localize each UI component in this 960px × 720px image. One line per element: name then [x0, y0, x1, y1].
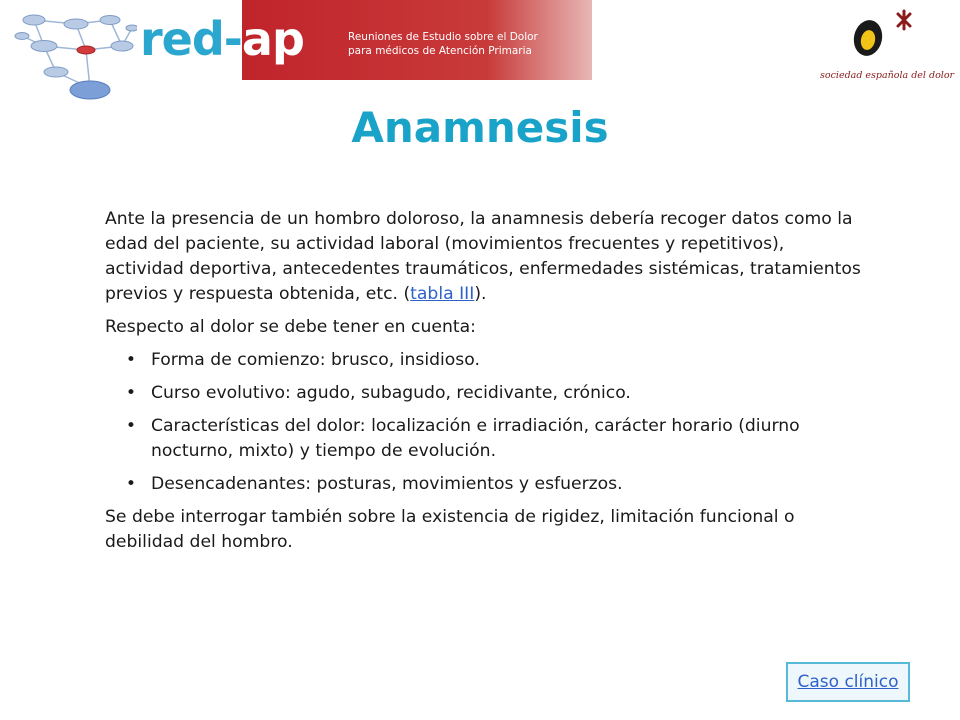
list-item — [105, 472, 865, 497]
paragraph-history — [105, 207, 865, 307]
brand-suffix: ap — [241, 12, 304, 66]
brand-prefix: red- — [140, 12, 242, 66]
header-banner — [0, 0, 960, 88]
brand-wordmark — [140, 14, 304, 64]
list-item — [105, 381, 865, 406]
paragraph-rigidity: Se debe interrogar también sobre la existencia de rigidez, limitación funcional o debilidad del hombro. — [105, 507, 795, 552]
list-item — [105, 414, 865, 464]
brand-subtitle-line1: Reuniones de Estudio sobre el Dolor — [348, 31, 538, 43]
list-item-text: Curso evolutivo: agudo, subagudo, recidivante, crónico. — [151, 383, 631, 403]
network-logo-icon — [14, 6, 138, 106]
clinical-case-button-label[interactable]: Caso clínico — [797, 672, 899, 692]
clinical-case-button[interactable] — [786, 662, 910, 702]
brand-subtitle — [348, 30, 538, 58]
list-item-text: Características del dolor: localización e irradiación, carácter horario (diurno nocturno, mixto) y tiempo de evolución. — [151, 416, 800, 461]
brand-subtitle-line2: para médicos de Atención Primaria — [348, 45, 532, 57]
society-name: sociedad española del dolor — [820, 70, 955, 81]
list-item — [105, 348, 865, 373]
pain-criteria-list — [105, 348, 865, 497]
bullet-icon: • — [125, 350, 137, 370]
list-item-text: Forma de comienzo: brusco, insidioso. — [151, 350, 480, 370]
paragraph-history-text: Ante la presencia de un hombro doloroso, la anamnesis debería recoger datos como la edad del paciente, su actividad laboral (movimientos frecuentes y repetitivos), actividad deportiva, antecedentes traumáticos, enfermedades sistémicas, tratamientos previos y respuesta obtenida, etc. ( — [105, 209, 861, 304]
slide-title: Anamnesis — [351, 103, 609, 152]
bullet-icon: • — [125, 474, 137, 494]
bullet-icon: • — [125, 383, 137, 403]
slide-body — [105, 207, 865, 563]
table-iii-link[interactable]: tabla III — [410, 284, 475, 304]
paragraph-pain-intro: Respecto al dolor se debe tener en cuenta: — [105, 317, 476, 337]
paragraph-history-end: ). — [474, 284, 487, 304]
list-item-text: Desencadenantes: posturas, movimientos y esfuerzos. — [151, 474, 623, 494]
bullet-icon: • — [125, 416, 137, 436]
